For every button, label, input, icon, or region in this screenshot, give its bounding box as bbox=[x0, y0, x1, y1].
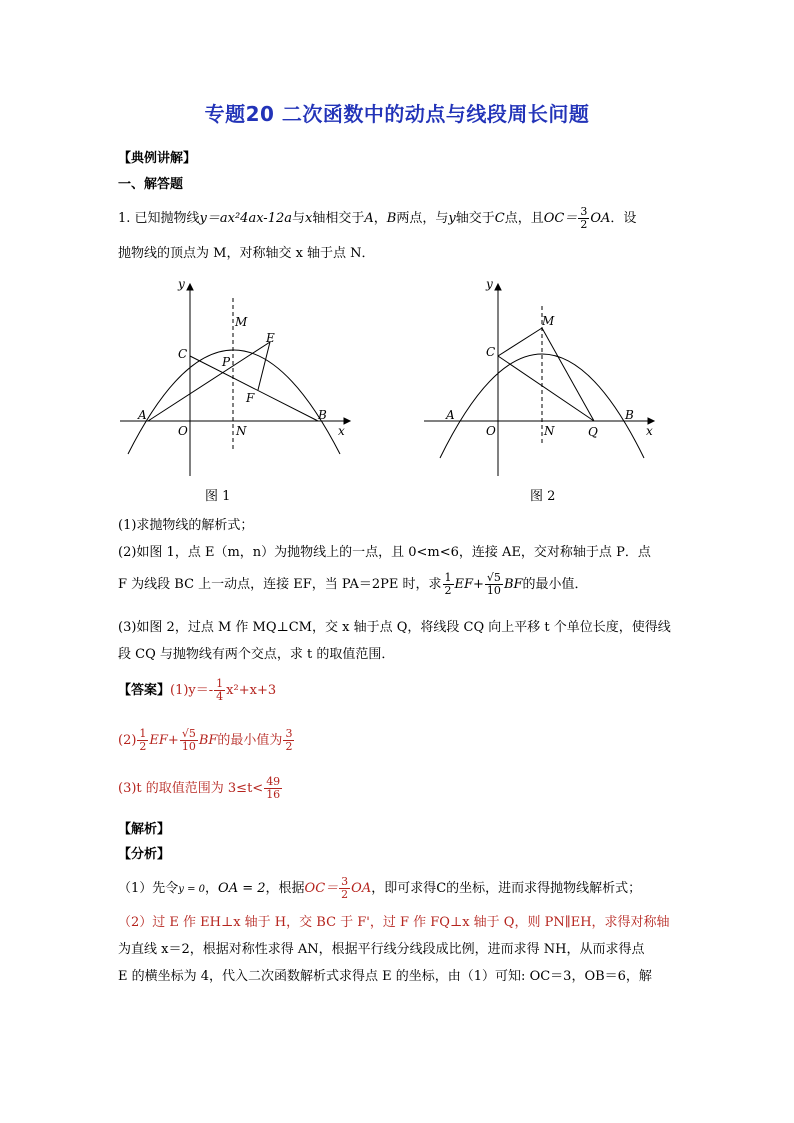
page-title: 专题20 二次函数中的动点与线段周长问题 bbox=[204, 102, 590, 126]
fig1-label-A: A bbox=[138, 408, 147, 422]
figure-1-caption: 图 1 bbox=[205, 489, 231, 504]
question-3-line-2: 段 CQ 与抛物线有两个交点，求 t 的取值范围． bbox=[118, 647, 395, 662]
fig1-line-AE bbox=[148, 342, 270, 421]
figure-2-caption: 图 2 bbox=[530, 489, 556, 504]
analysis-paragraph-2-line-1: （2）过 E 作 EH⊥x 轴于 H，交 BC 于 F'，过 F 作 FQ⊥x 轴于 Q，则 PN∥EH，求得对称轴 bbox=[118, 915, 670, 930]
section-heading: 一、解答题 bbox=[118, 177, 184, 192]
fig2-label-y: y bbox=[486, 277, 493, 291]
fig2-label-N: N bbox=[544, 424, 555, 438]
fig1-label-P: P bbox=[222, 355, 231, 369]
problem-line-1: 1. 已知抛物线y＝ax²4ax-12a与x轴相交于A，B两点，与y轴交于C点，且OC＝ $\frac{3}{2}$ OA．设 bbox=[118, 205, 637, 231]
fig2-label-M: M bbox=[542, 314, 555, 328]
fig2-line-CQ bbox=[498, 356, 594, 421]
answer-fraction-1-2: $\frac{1}{2}$ bbox=[139, 727, 147, 753]
answer-fraction-3-2: $\frac{3}{2}$ bbox=[285, 727, 293, 753]
fig1-x-arrow bbox=[344, 418, 350, 424]
fig1-label-N: N bbox=[236, 424, 247, 438]
fig2-label-O: O bbox=[486, 424, 496, 438]
figure-1 bbox=[118, 276, 358, 486]
fraction-3-2: $\frac{3}{2}$ bbox=[580, 205, 588, 231]
question-2-line-2: F 为线段 BC 上一动点，连接 EF，当 PA＝2PE 时，求 $\frac{1}{2}$ EF+ $\frac{√5}{10}$ BF的最小值． bbox=[118, 571, 588, 597]
fig1-y-arrow bbox=[187, 284, 193, 290]
question-3-line-1: (3)如图 2，过点 M 作 MQ⊥CM，交 x 轴于点 Q，将线段 CQ 向上平移 t 个单位长度，使得线 bbox=[118, 620, 671, 635]
question-2-line-1: (2)如图 1，点 E（m，n）为抛物线上的一点，且 0<m<6，连接 AE，交对称轴于点 P．点 bbox=[118, 545, 651, 560]
section-tag: 【典例讲解】 bbox=[118, 151, 197, 166]
fig1-label-B: B bbox=[318, 408, 327, 422]
fraction-1-2: $\frac{1}{2}$ bbox=[444, 571, 452, 597]
analysis-sub-tag: 【分析】 bbox=[118, 847, 171, 862]
analysis-tag: 【解析】 bbox=[118, 822, 171, 837]
fig2-line-MQ bbox=[542, 328, 594, 421]
answer-1: 【答案】(1)y＝- $\frac{1}{4}$ x²+x+3 bbox=[118, 677, 277, 703]
answer-3: (3)t 的取值范围为 3≤t< $\frac{49}{16}$ bbox=[118, 775, 281, 801]
fraction-1-4: $\frac{1}{4}$ bbox=[216, 677, 224, 703]
fig2-line-CM bbox=[498, 328, 542, 356]
analysis-fraction-3-2: $\frac{3}{2}$ bbox=[341, 875, 349, 901]
fig2-label-x: x bbox=[646, 424, 653, 438]
answer-fraction-sqrt5-10: $\frac{√5}{10}$ bbox=[181, 727, 196, 753]
fraction-sqrt5-10: $\frac{√5}{10}$ bbox=[486, 571, 501, 597]
analysis-paragraph-2-line-3: E 的横坐标为 4，代入二次函数解析式求得点 E 的坐标，由（1）可知: OC＝3，OB＝6，解 bbox=[118, 969, 652, 984]
fig1-label-O: O bbox=[178, 424, 188, 438]
fig1-label-y: y bbox=[178, 277, 185, 291]
analysis-paragraph-1: （1）先令y = 0，OA = 2，根据OC＝ $\frac{3}{2}$ OA，即可求得C的坐标，进而求得抛物线解析式； bbox=[118, 875, 642, 901]
fig2-label-B: B bbox=[625, 408, 634, 422]
fig1-label-M: M bbox=[235, 315, 248, 329]
answer-fraction-49-16: $\frac{49}{16}$ bbox=[266, 775, 281, 801]
fig2-y-arrow bbox=[495, 284, 501, 290]
analysis-paragraph-2-line-2: 为直线 x＝2，根据对称性求得 AN，根据平行线分线段成比例，进而求得 NH，从而求得点 bbox=[118, 942, 645, 957]
answer-2: (2) $\frac{1}{2}$ EF+ $\frac{√5}{10}$ BF的最小值为 $\frac{3}{2}$ bbox=[118, 727, 293, 753]
fig2-label-A: A bbox=[446, 408, 455, 422]
question-1: (1)求抛物线的解析式； bbox=[118, 518, 254, 533]
fig1-label-F: F bbox=[246, 391, 255, 405]
fig2-label-Q: Q bbox=[588, 425, 598, 439]
fig1-label-E: E bbox=[266, 331, 275, 345]
problem-line-2: 抛物线的顶点为 M，对称轴交 x 轴于点 N． bbox=[118, 246, 375, 261]
fig2-label-C: C bbox=[486, 345, 496, 359]
figure-2 bbox=[422, 276, 662, 486]
fig1-label-C: C bbox=[178, 347, 188, 361]
fig1-label-x: x bbox=[338, 424, 345, 438]
